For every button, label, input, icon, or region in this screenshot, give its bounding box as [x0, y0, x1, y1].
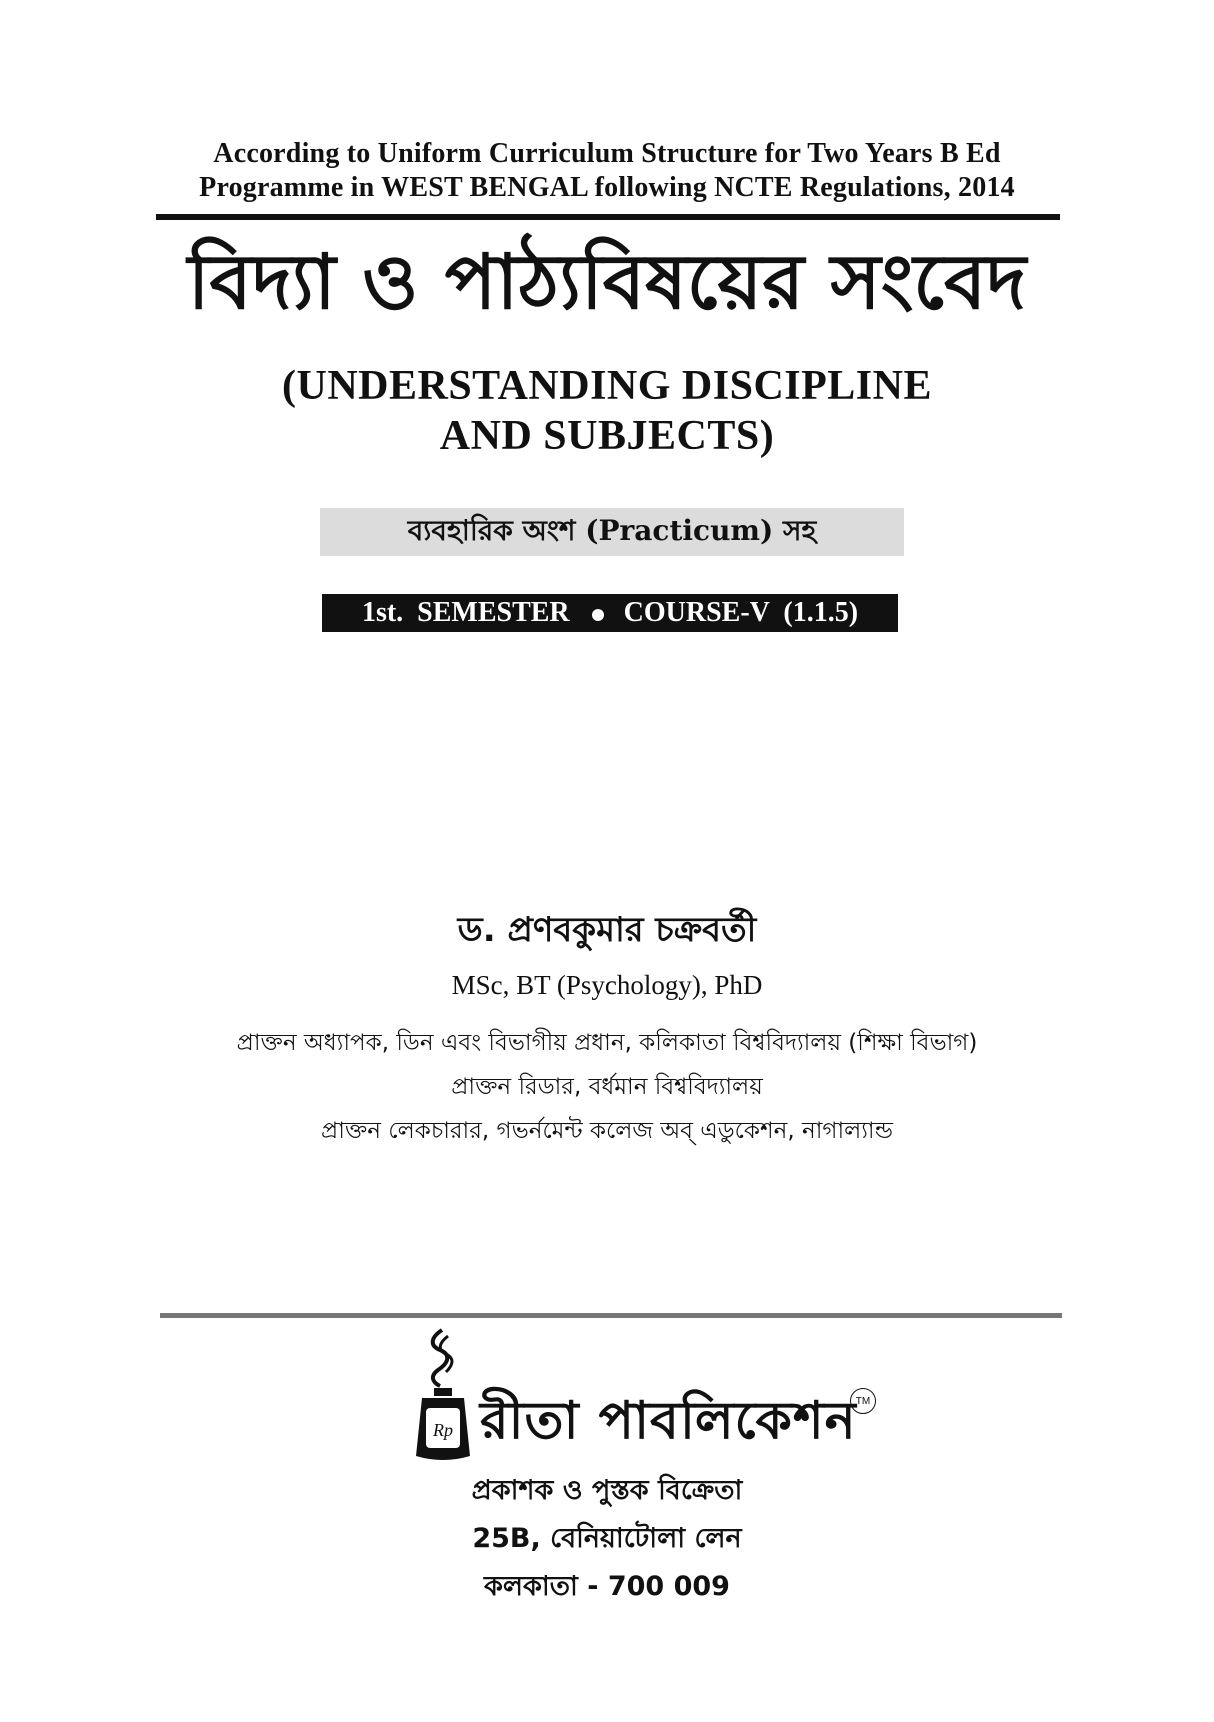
- header-line-1: According to Uniform Curriculum Structure for Two Years B Ed: [213, 138, 1001, 169]
- author-affiliation-1: প্রাক্তন অধ্যাপক, ডিন এবং বিভাগীয় প্রধান, কলিকাতা বিশ্ববিদ্যালয় (শিক্ষা বিভাগ): [236, 1030, 978, 1056]
- publisher-city: কলকাতা - 700 009: [484, 1571, 730, 1602]
- trademark-badge: TM: [850, 1388, 876, 1414]
- publisher-role: প্রকাশক ও পুস্তক বিক্রেতা: [471, 1475, 743, 1506]
- author-degrees: MSc, BT (Psychology), PhD: [451, 970, 763, 1000]
- bullet-dot-icon: [592, 609, 604, 621]
- practicum-banner: [320, 508, 904, 556]
- publisher-address: 25B, বেনিয়াটোলা লেন: [472, 1523, 742, 1554]
- bottom-divider: [160, 1313, 1062, 1318]
- title-bengali: বিদ্যা ও পাঠ্যবিষয়ের সংবেদ: [187, 237, 1027, 326]
- svg-text:Rp: Rp: [433, 1420, 453, 1440]
- practicum-label: ব্যবহারিক অংশ (Practicum) সহ: [407, 513, 817, 547]
- title-english-line-2: AND SUBJECTS): [439, 413, 775, 459]
- publisher-name: রীতা পাবলিকেশন: [480, 1391, 857, 1451]
- header-line-2: Programme in WEST BENGAL following NCTE Regulations, 2014: [199, 172, 1015, 203]
- title-english-line-1: (UNDERSTANDING DISCIPLINE: [282, 363, 932, 409]
- author-affiliation-3: প্রাক্তন লেকচারার, গভর্নমেন্ট কলেজ অব্ এডুকেশন, নাগাল্যান্ড: [321, 1118, 893, 1144]
- top-divider: [156, 214, 1060, 220]
- author-affiliation-2: প্রাক্তন রিডার, বর্ধমান বিশ্ববিদ্যালয়: [451, 1074, 763, 1100]
- semester-banner: [322, 594, 898, 632]
- semester-label: 1st. SEMESTER: [361, 597, 570, 628]
- author-name: ড. প্রণবকুমার চক্রবর্তী: [457, 910, 757, 950]
- course-label: COURSE-V (1.1.5): [623, 597, 859, 628]
- lamp-icon: [408, 1326, 478, 1466]
